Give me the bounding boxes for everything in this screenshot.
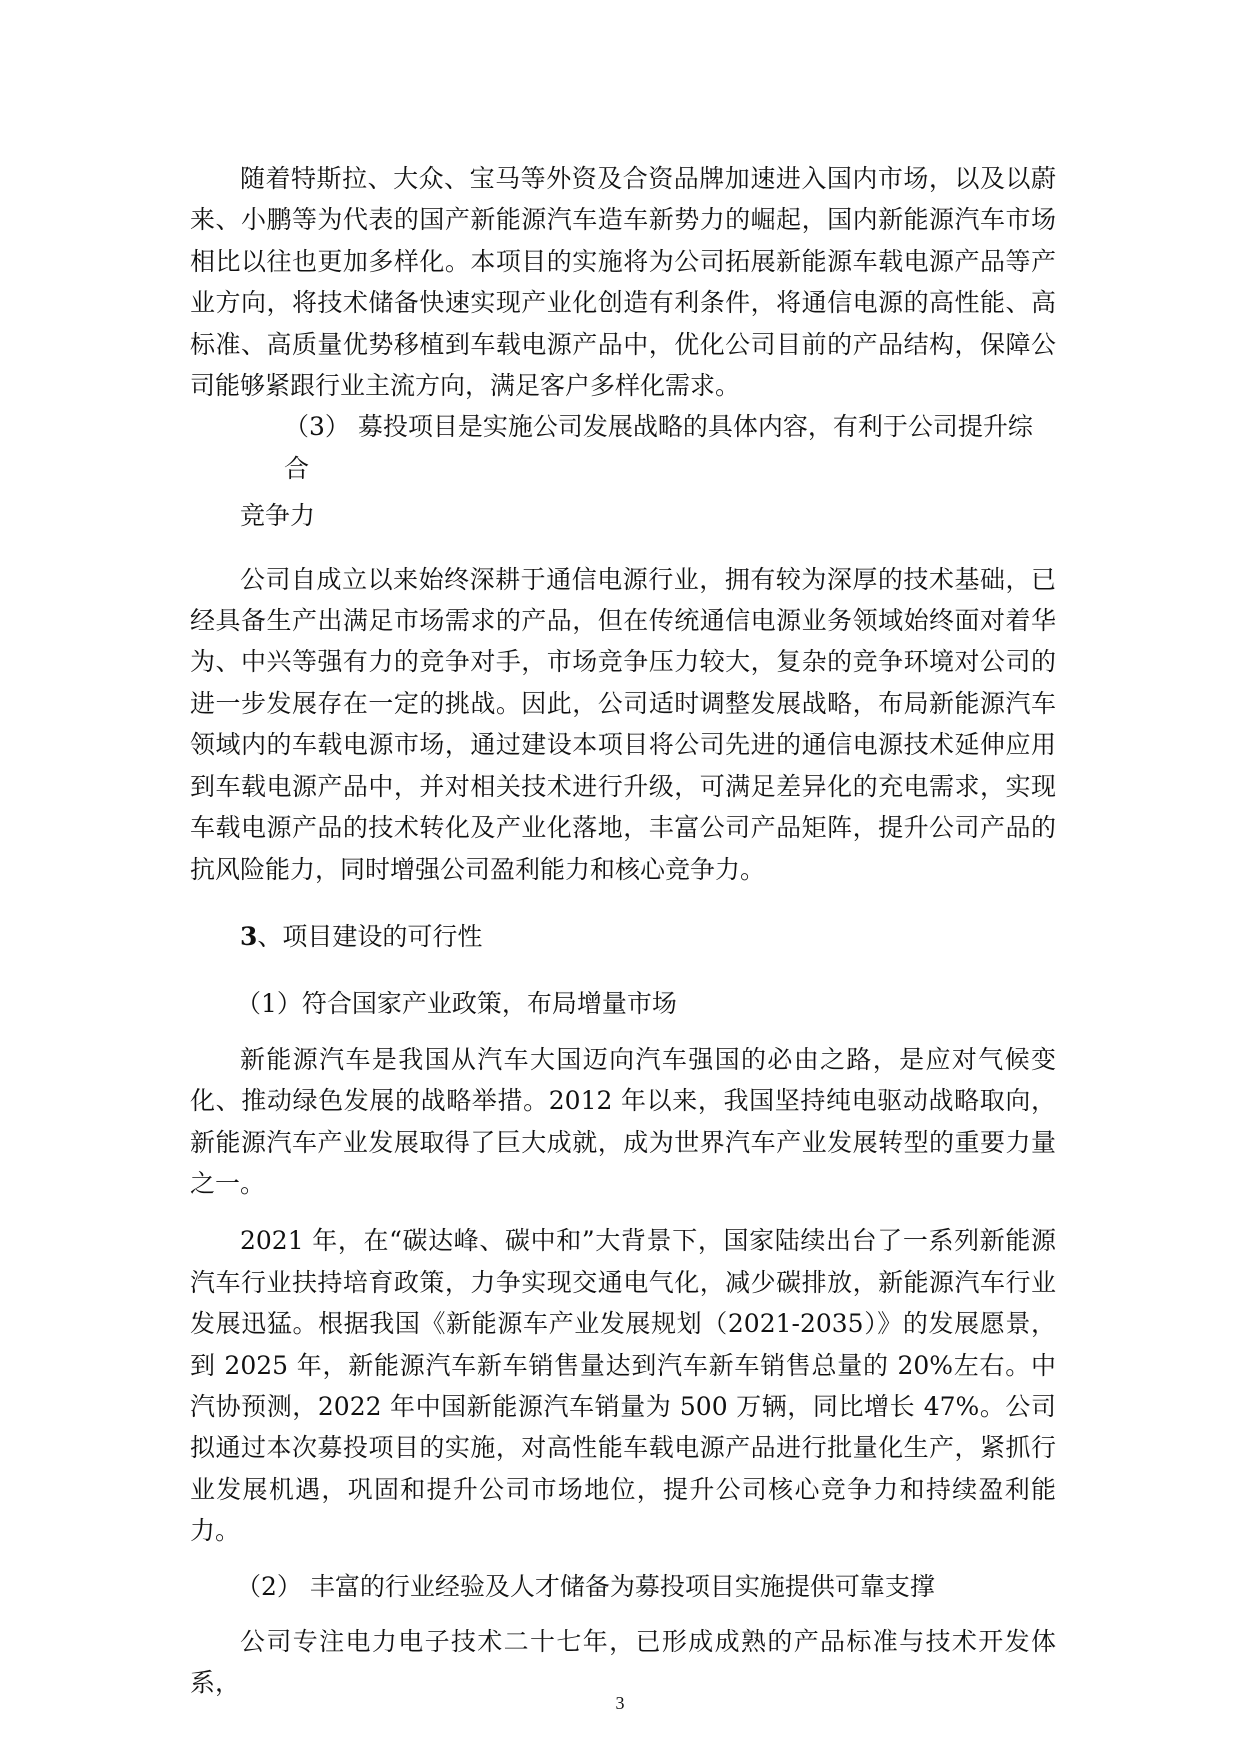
subheading-policy: （1）符合国家产业政策，布局增量市场 — [236, 989, 677, 1019]
paragraph-nev-development: 新能源汽车是我国从汽车大国迈向汽车强国的必由之路，是应对气候变化、推动绿色发展的战略举措。2012 年以来，我国坚持纯电驱动战略取向，新能源汽车产业发展取得了巨大成就，成为世界汽车产业发展转型的重要力量之一。 — [190, 1044, 1056, 1198]
paragraph-nev-policy-2021: 2021 年，在“碳达峰、碳中和”大背景下，国家陆续出台了一系列新能源汽车行业扶持培育政策，力争实现交通电气化，减少碳排放，新能源汽车行业发展迅猛。根据我国《新能源车产业发展规划（2021-2035）》的发展愿景，到 2025 年，新能源汽车新车销售量达到汽车新车销售总量的 20%左右。中汽协预测，2022 年中国新能源汽车销量为 500 万辆，同比增长 47%。公司拟通过本次募投项目的实施，对高性能车载电源产品进行批量化生产，紧抓行业发展机遇，巩固和提升公司市场地位，提升公司核心竞争力和持续盈利能力。 — [190, 1226, 1056, 1546]
paragraph-market-diversification: 随着特斯拉、大众、宝马等外资及合资品牌加速进入国内市场，以及以蔚来、小鹏等为代表的国产新能源汽车造车新势力的崛起，国内新能源汽车市场相比以往也更加多样化。本项目的实施将为公司拓展新能源车载电源产品等产业方向，将技术储备快速实现产业化创造有利条件，将通信电源的高性能、高标准、高质量优势移植到车载电源产品中，优化公司目前的产品结构，保障公司能够紧跟行业主流方向，满足客户多样化需求。 — [190, 164, 1056, 401]
paragraph-company-expertise: 公司专注电力电子技术二十七年，已形成成熟的产品标准与技术开发体系， — [190, 1627, 1056, 1698]
section-heading-feasibility — [190, 916, 1056, 957]
paragraph-company-strategy: 公司自成立以来始终深耕于通信电源行业，拥有较为深厚的技术基础，已经具备生产出满足市场需求的产品，但在传统通信电源业务领域始终面对着华为、中兴等强有力的竞争对手，市场竞争压力较大，复杂的竞争环境对公司的进一步发展存在一定的挑战。因此，公司适时调整发展战略，布局新能源汽车领域内的车载电源市场，通过建设本项目将公司先进的通信电源技术延伸应用到车载电源产品中，并对相关技术进行升级，可满足差异化的充电需求，实现车载电源产品的技术转化及产业化落地，丰富公司产品矩阵，提升公司产品的抗风险能力，同时增强公司盈利能力和核心竞争力。 — [190, 564, 1056, 884]
subheading-strategy-line2: 竞争力 — [240, 501, 316, 531]
subheading-experience-talent: （2） 丰富的行业经验及人才储备为募投项目实施提供可靠支撑 — [236, 1571, 935, 1601]
section-number: 3 — [240, 921, 258, 951]
subheading-strategy-line1: （3） 募投项目是实施公司发展战略的具体内容，有利于公司提升综合 — [284, 412, 1033, 483]
page-number: 3 — [615, 1693, 625, 1713]
document-page — [190, 158, 1056, 1704]
section-title: 、项目建设的可行性 — [257, 921, 483, 951]
